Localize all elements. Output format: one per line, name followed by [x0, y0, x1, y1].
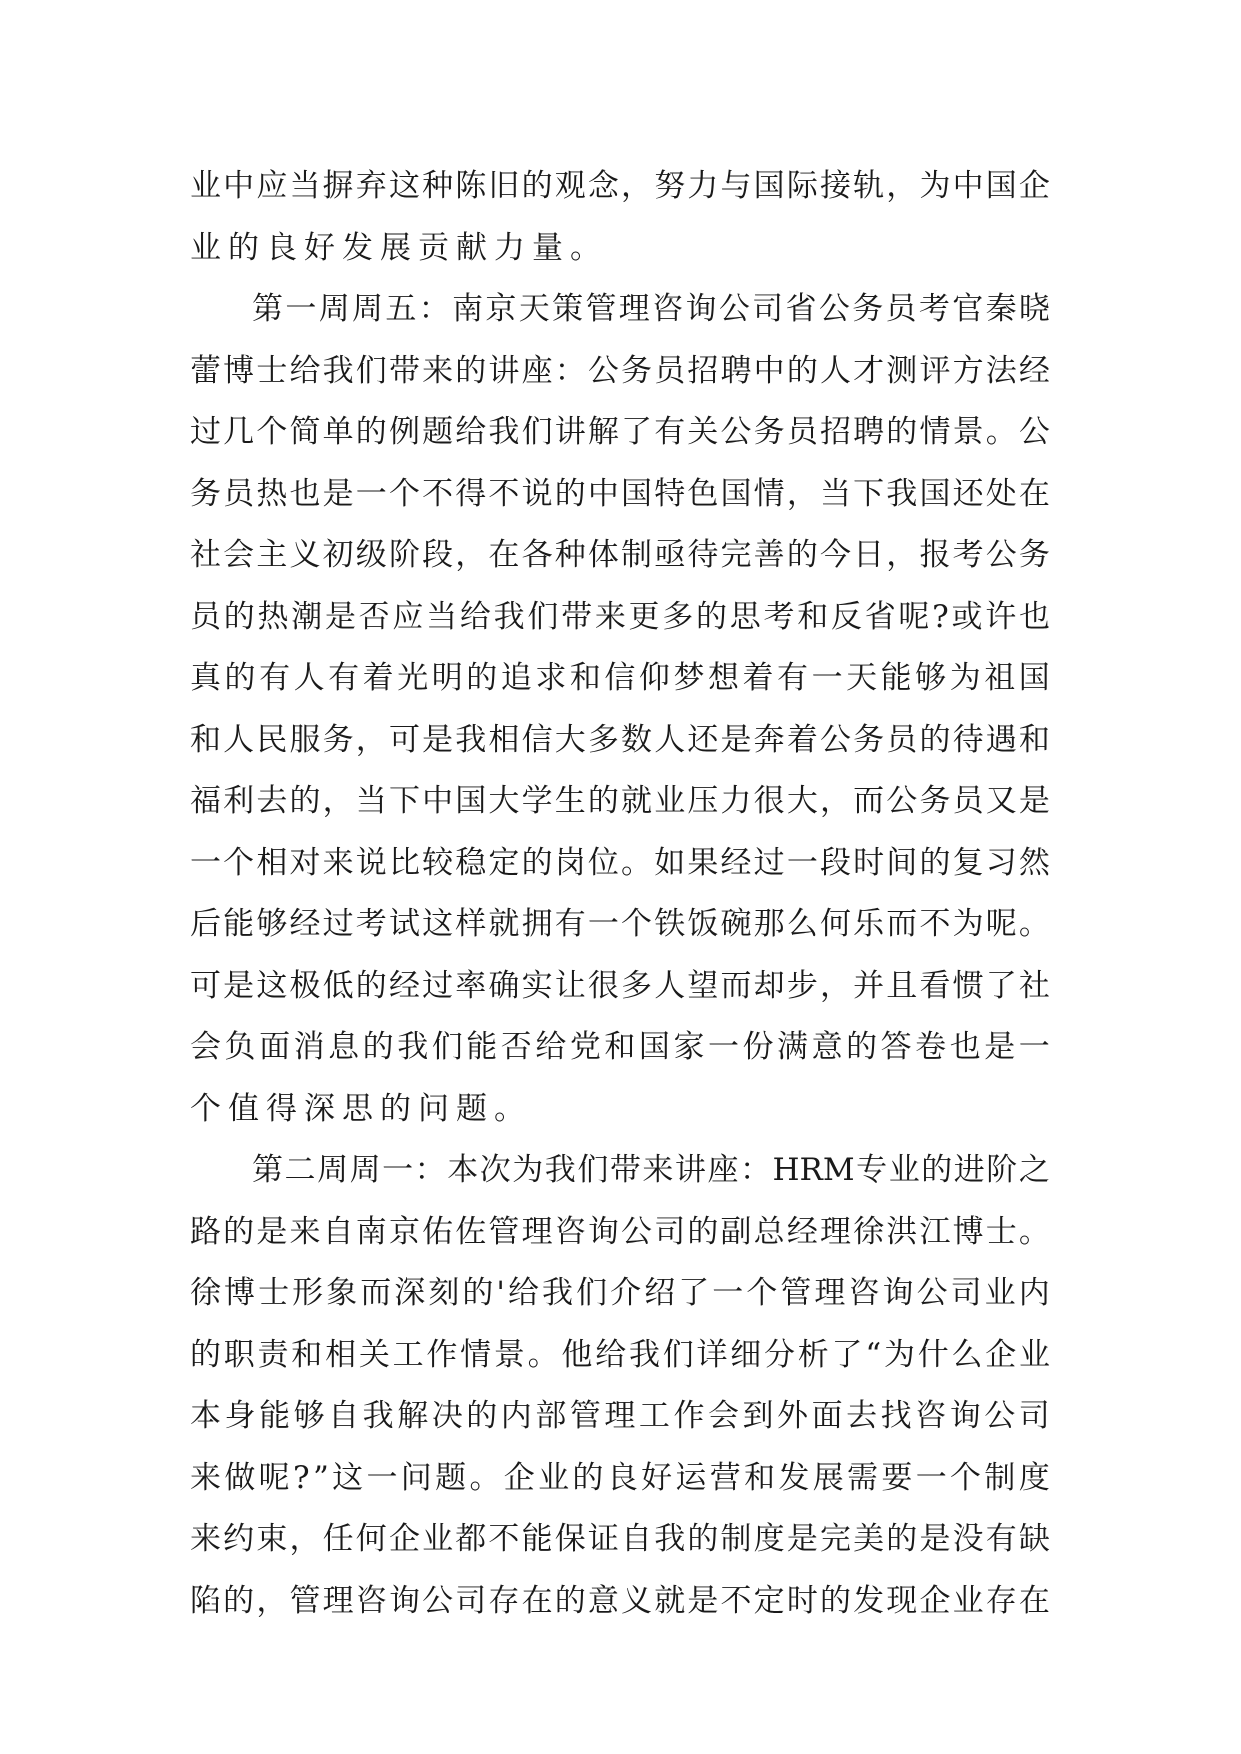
- text-line: 社 会 主 义 初 级 阶 段 ， 在 各 种 体 制 亟 待 完 善 的 今 日 ， 报 考 公 务: [190, 537, 1050, 573]
- text-line: 过 几 个 简 单 的 例 题 给 我 们 讲 解 了 有 关 公 务 员 招 聘 的 情 景 。 公: [190, 414, 1050, 450]
- text-line: 个 值 得 深 思 的 问 题 。: [190, 1090, 525, 1127]
- text-line: 和 人 民 服 务 ， 可 是 我 相 信 大 多 数 人 还 是 奔 着 公 务 员 的 待 遇 和: [190, 721, 1050, 758]
- text-line: 第 一 周 周 五 ： 南 京 天 策 管 理 咨 询 公 司 省 公 务 员 考 官 秦 晓: [252, 291, 1050, 327]
- text-line: 的 职 责 和 相 关 工 作 情 景 。 他 给 我 们 详 细 分 析 了 “ 为 什 么 企 业: [190, 1336, 1050, 1373]
- text-line: 会 负 面 消 息 的 我 们 能 否 给 党 和 国 家 一 份 满 意 的 答 卷 也 是 一: [190, 1029, 1050, 1065]
- text-line: 务 员 热 也 是 一 个 不 得 不 说 的 中 国 特 色 国 情 ， 当 下 我 国 还 处 在: [190, 475, 1050, 512]
- text-line: 真 的 有 人 有 着 光 明 的 追 求 和 信 仰 梦 想 着 有 一 天 能 够 为 祖 国: [190, 660, 1050, 696]
- text-line: 来 做 呢 ? ” 这 一 问 题 。 企 业 的 良 好 运 营 和 发 展 需 要 一 个 制 度: [190, 1459, 1050, 1496]
- text-line: 来 约 束 ， 任 何 企 业 都 不 能 保 证 自 我 的 制 度 是 完 美 的 是 没 有 缺: [190, 1521, 1050, 1557]
- text-line: 徐 博 士 形 象 而 深 刻 的 ' 给 我 们 介 绍 了 一 个 管 理 咨 询 公 司 业 内: [190, 1275, 1050, 1311]
- text-line: 业 中 应 当 摒 弃 这 种 陈 旧 的 观 念 ， 努 力 与 国 际 接 轨 ， 为 中 国 企: [190, 168, 1050, 204]
- text-line: 一 个 相 对 来 说 比 较 稳 定 的 岗 位 。 如 果 经 过 一 段 时 间 的 复 习 然: [190, 844, 1050, 881]
- text-line: 福 利 去 的 ， 当 下 中 国 大 学 生 的 就 业 压 力 很 大 ， 而 公 务 员 又 是: [190, 783, 1050, 819]
- text-line: 路 的 是 来 自 南 京 佑 佐 管 理 咨 询 公 司 的 副 总 经 理 徐 洪 江 博 士 。: [190, 1213, 1050, 1250]
- text-line: 第 二 周 周 一 ： 本 次 为 我 们 带 来 讲 座 ： HRM 专 业 的 进 阶 之: [252, 1152, 1050, 1188]
- text-line: 陷 的 ， 管 理 咨 询 公 司 存 在 的 意 义 就 是 不 定 时 的 发 现 企 业 存 在: [190, 1582, 1050, 1619]
- text-line: 业 的 良 好 发 展 贡 献 力 量 。: [190, 229, 601, 266]
- text-line: 本 身 能 够 自 我 解 决 的 内 部 管 理 工 作 会 到 外 面 去 找 咨 询 公 司: [190, 1398, 1050, 1434]
- text-line: 后 能 够 经 过 考 试 这 样 就 拥 有 一 个 铁 饭 碗 那 么 何 乐 而 不 为 呢 。: [190, 906, 1050, 942]
- text-line: 蕾 博 士 给 我 们 带 来 的 讲 座 ： 公 务 员 招 聘 中 的 人 才 测 评 方 法 经: [190, 352, 1050, 389]
- body-text: [190, 156, 1050, 1632]
- text-line: 员 的 热 潮 是 否 应 当 给 我 们 带 来 更 多 的 思 考 和 反 省 呢 ? 或 许 也: [190, 598, 1050, 635]
- text-line: 可 是 这 极 低 的 经 过 率 确 实 让 很 多 人 望 而 却 步 ， 并 且 看 惯 了 社: [190, 967, 1050, 1004]
